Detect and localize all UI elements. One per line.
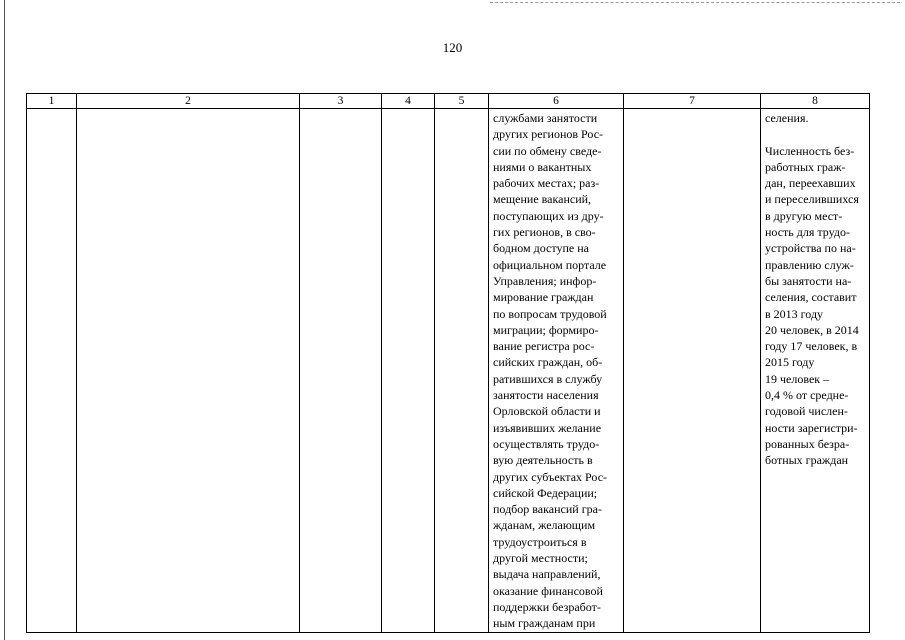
col8-text-line: 0,4 % от средне- xyxy=(765,388,849,403)
column-header-7: 7 xyxy=(624,94,761,109)
col6-text-line: других регионов Рос- xyxy=(493,127,604,142)
col8-text-line: рованных безра- xyxy=(765,436,850,451)
page-number: 120 xyxy=(442,40,463,55)
col6-text-line: официальном портале xyxy=(493,257,607,272)
column-header-3: 3 xyxy=(300,94,382,109)
col8-text-line: дан, переехавших xyxy=(765,176,856,191)
col8-text-line: году 17 человек, в xyxy=(765,339,858,354)
col8-text-line: годовой числен- xyxy=(765,404,848,419)
cell-col-8 xyxy=(761,109,870,633)
cell-col-1 xyxy=(27,109,77,633)
col6-text-line: вую деятельность в xyxy=(493,453,593,468)
col6-text-line: поступающих из дру- xyxy=(493,208,604,223)
col8-text-line: работных граж- xyxy=(765,159,846,174)
col8-text-line: селения, составит xyxy=(765,290,857,305)
table-header-row xyxy=(27,94,870,109)
col8-text-line: 2015 году xyxy=(765,355,815,370)
column-header-5: 5 xyxy=(435,94,489,109)
column-header-6: 6 xyxy=(489,94,624,109)
page-left-edge-line xyxy=(4,0,5,640)
col6-text-line: рабочих местах; раз- xyxy=(493,176,600,191)
col6-text xyxy=(489,109,623,632)
col8-text-line: Численность без- xyxy=(765,143,855,158)
col8-text-line: ности зарегистри- xyxy=(765,420,858,435)
cell-col-2 xyxy=(77,109,300,633)
col8-text-line: ность для трудо- xyxy=(765,225,850,240)
col8-text-line: в 2013 году xyxy=(765,306,824,321)
paragraph-gap xyxy=(765,126,866,142)
col6-text-line: гих регионов, в сво- xyxy=(493,225,596,240)
col6-text-line: жданам, желающим xyxy=(493,518,596,533)
col8-text-line: 20 человек, в 2014 xyxy=(765,322,859,337)
col6-text-line: сийской Федерации; xyxy=(493,485,598,500)
document-table xyxy=(26,93,870,633)
cell-col-4 xyxy=(382,109,435,633)
col6-text-line: выдача направлений, xyxy=(493,567,601,582)
col6-text-line: мещение вакансий, xyxy=(493,192,592,207)
scan-top-dashed-line xyxy=(490,2,900,3)
col6-text-line: другой местности; xyxy=(493,551,588,566)
table-row xyxy=(27,109,870,633)
col6-text-line: осуществлять трудо- xyxy=(493,436,600,451)
col8-text-line: устройства по на- xyxy=(765,241,856,256)
column-header-8: 8 xyxy=(761,94,870,109)
column-header-1: 1 xyxy=(27,94,77,109)
col6-text-line: других субъектах Рос- xyxy=(493,469,608,484)
col6-text-line: Орловской области и xyxy=(493,404,601,419)
col6-text-line: сийских граждан, об- xyxy=(493,355,603,370)
col6-text-line: бодном доступе на xyxy=(493,241,589,256)
col6-text-line: сии по обмену сведе- xyxy=(493,143,602,158)
cell-col-3 xyxy=(300,109,382,633)
col8-text-line: 19 человек – xyxy=(765,371,830,386)
col8-first-line: селения. xyxy=(765,111,809,125)
col6-text-line: вание регистра рос- xyxy=(493,339,595,354)
col8-text xyxy=(761,109,869,469)
col6-text-line: подбор вакансий гра- xyxy=(493,502,602,517)
col8-text-line: бы занятости на- xyxy=(765,273,852,288)
col6-text-line: по вопросам трудовой xyxy=(493,306,607,321)
column-header-2: 2 xyxy=(77,94,300,109)
cell-col-5 xyxy=(435,109,489,633)
col6-text-line: занятости населения xyxy=(493,388,599,403)
col8-text-line: ботных граждан xyxy=(765,453,849,468)
col6-text-line: оказание финансовой xyxy=(493,583,603,598)
col6-text-line: мирование граждан xyxy=(493,290,594,305)
col6-text-line: Управления; инфор- xyxy=(493,273,597,288)
col6-text-line: поддержки безработ- xyxy=(493,599,601,614)
cell-col-7 xyxy=(624,109,761,633)
col6-text-line: службами занятости xyxy=(493,111,598,125)
cell-col-6 xyxy=(489,109,624,633)
col6-text-line: ратившихся в службу xyxy=(493,371,603,386)
col6-text-line: ным гражданам при xyxy=(493,616,596,631)
col6-text-line: миграции; формиро- xyxy=(493,322,599,337)
col8-text-line: и переселившихся xyxy=(765,192,859,207)
col8-text-line: в другую мест- xyxy=(765,208,843,223)
col6-text-line: изъявивших желание xyxy=(493,420,602,435)
col6-text-line: трудоустроиться в xyxy=(493,534,587,549)
col8-text-line: правлению служ- xyxy=(765,257,854,272)
column-header-4: 4 xyxy=(382,94,435,109)
col6-text-line: ниями о вакантных xyxy=(493,159,592,174)
